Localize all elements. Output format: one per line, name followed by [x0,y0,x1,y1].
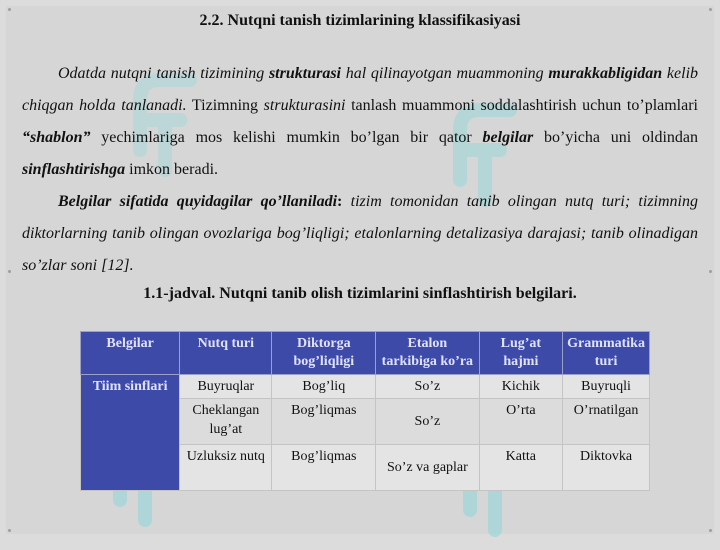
paragraph-1 [22,58,698,186]
table-cell: Kichik [479,375,563,399]
document-body [22,10,698,306]
table-cell: So’z [376,375,479,399]
table-cell: Buyruqlar [180,375,272,399]
text-run: Belgilar sifatida quyidagilar qo’llaniladi [58,193,338,210]
section-heading: 2.2. Nutqni tanish tizimlarining klassifikasiyasi [199,12,521,29]
table-cell: O’rnatilgan [563,399,650,445]
table-cell: So’z [376,399,479,445]
row-label: Tiim sinflari [81,375,180,491]
text-run: “shablon” [22,129,91,146]
header-cell: Diktorga bog’liqligi [272,332,376,375]
table-cell: Diktovka [563,445,650,491]
table-cell: Bog’liqmas [272,445,376,491]
table-cell: Uzluksiz nutq [180,445,272,491]
table-cell: Katta [479,445,563,491]
table-cell: Bog’liq [272,375,376,399]
text-run: yechimlariga mos kelishi mumkin bo’lgan bir qator [90,129,483,146]
text-run: Odatda nutqni tanish tizimining [58,65,269,82]
text-run: kelib chiqgan holda tanlanadi. [22,65,699,114]
table-cell: So’z va gaplar [376,445,479,491]
text-run: : [337,193,351,210]
table-cell: Bog’liqmas [272,399,376,445]
text-run: bo’yicha uni oldindan [533,129,698,146]
table-cell: O’rta [479,399,563,445]
text-run: Tizimning [186,97,264,114]
table-cell: Cheklangan lug’at [180,399,272,445]
table-cell: Buyruqli [563,375,650,399]
text-run: imkon beradi. [125,161,219,178]
header-cell: Lug’at hajmi [479,332,563,375]
header-cell: Nutq turi [180,332,272,375]
paragraph-2 [22,186,698,282]
text-run: murakkabligidan [548,65,663,82]
header-cell: Etalon tarkibiga ko’ra [376,332,479,375]
text-run: strukturasi [268,65,341,82]
table-caption: 1.1-jadval. Nutqni tanib olish tizimlarini sinflashtirish belgilari. [143,285,577,302]
table-row [81,375,650,399]
text-run: strukturasini [263,97,346,114]
text-run: belgilar [482,129,534,146]
text-run: tizim tomonidan tanib olingan nutq turi; tizimning diktorlarning tanib olingan ovozlariga bog’liqligi; etalonlarning detalizasiya darajasi; tanib olinadigan so’zlar soni [12]. [22,193,698,274]
header-cell: Grammatika turi [563,332,650,375]
header-cell: Belgilar [81,332,180,375]
text-run: sinflashtirishga [22,161,126,178]
classification-table [80,331,650,491]
table-header-row [81,332,650,375]
text-run: tanlash muammoni soddalashtirish uchun to’plamlari [345,97,699,114]
text-run: hal qilinayotgan muammoning [341,65,549,82]
